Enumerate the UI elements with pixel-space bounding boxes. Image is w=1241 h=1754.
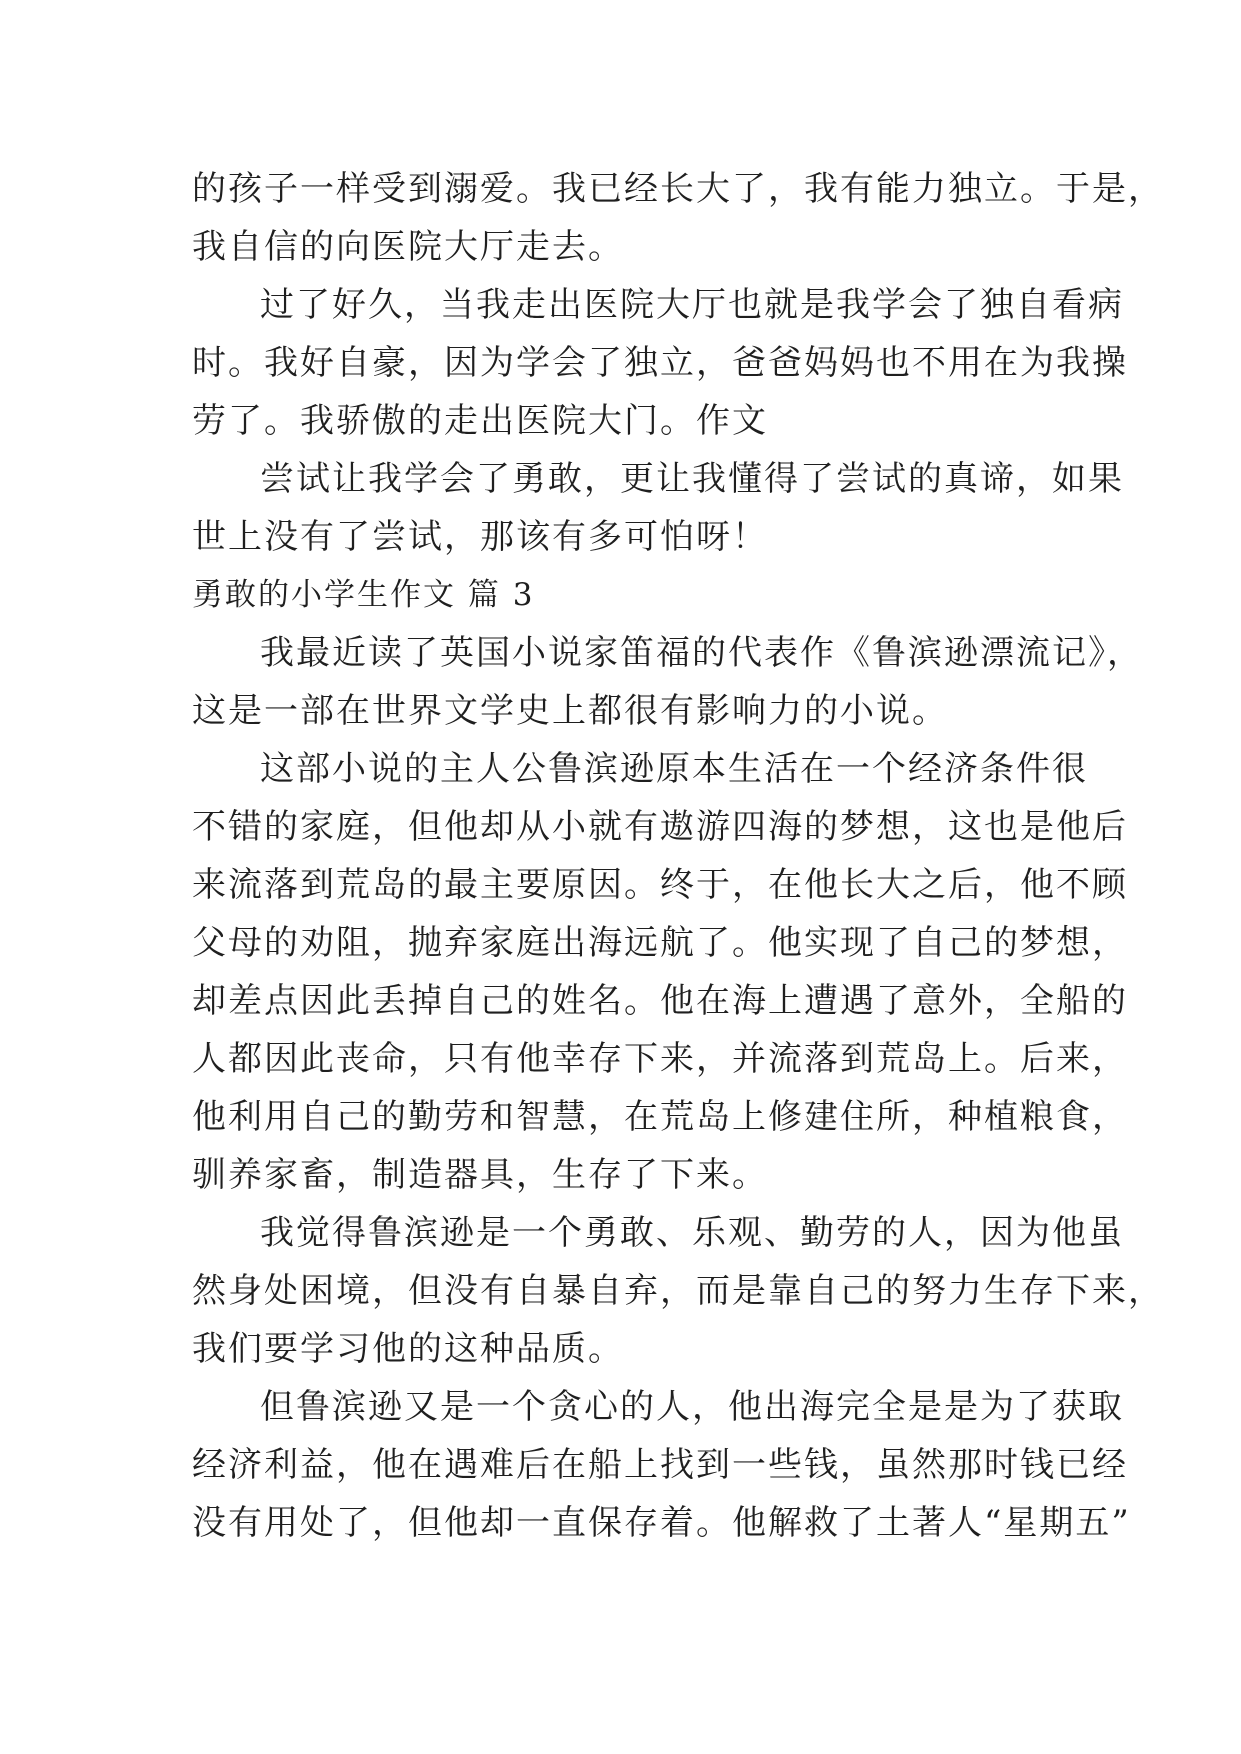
text-line: 却差点因此丢掉自己的姓名。他在海上遭遇了意外，全船的 [192, 981, 1128, 1021]
section-heading: 勇敢的小学生作文 篇 3 [192, 577, 535, 613]
text-line: 我最近读了英国小说家笛福的代表作《鲁滨逊漂流记》， [260, 633, 1143, 673]
paragraph [192, 276, 1128, 450]
text-line: 我自信的向医院大厅走去。 [192, 227, 624, 267]
text-line: 他利用自己的勤劳和智慧，在荒岛上修建住所，种植粮食， [192, 1097, 1128, 1137]
text-line: 我觉得鲁滨逊是一个勇敢、乐观、勤劳的人，因为他虽 [260, 1213, 1124, 1253]
text-line: 劳了。我骄傲的走出医院大门。作文 [192, 401, 768, 441]
text-line: 过了好久，当我走出医院大厅也就是我学会了独自看病 [260, 285, 1124, 325]
text-line: 驯养家畜，制造器具，生存了下来。 [192, 1155, 768, 1195]
text-line: 父母的劝阻，抛弃家庭出海远航了。他实现了自己的梦想， [192, 923, 1128, 963]
text-line: 时。我好自豪，因为学会了独立，爸爸妈妈也不用在为我操 [192, 343, 1128, 383]
text-line: 不错的家庭，但他却从小就有遨游四海的梦想，这也是他后 [192, 807, 1128, 847]
paragraph [192, 1204, 1164, 1378]
document-body [192, 160, 1164, 1552]
text-line: 但鲁滨逊又是一个贪心的人，他出海完全是是为了获取 [260, 1387, 1124, 1427]
text-line: 的孩子一样受到溺爱。我已经长大了，我有能力独立。于是， [192, 169, 1164, 209]
text-line: 经济利益，他在遇难后在船上找到一些钱，虽然那时钱已经 [192, 1445, 1128, 1485]
paragraph [192, 450, 1124, 566]
text-line: 人都因此丧命，只有他幸存下来，并流落到荒岛上。后来， [192, 1039, 1128, 1079]
text-line: 这是一部在世界文学史上都很有影响力的小说。 [192, 691, 948, 731]
text-line: 来流落到荒岛的最主要原因。终于，在他长大之后，他不顾 [192, 865, 1128, 905]
paragraph [192, 1378, 1131, 1552]
paragraph [192, 624, 1143, 740]
text-line: 世上没有了尝试，那该有多可怕呀！ [192, 517, 768, 557]
paragraph [192, 740, 1128, 1204]
paragraph [192, 160, 1164, 276]
text-line: 尝试让我学会了勇敢，更让我懂得了尝试的真谛，如果 [260, 459, 1124, 499]
text-line: 这部小说的主人公鲁滨逊原本生活在一个经济条件很 [260, 749, 1088, 789]
text-line: 没有用处了，但他却一直保存着。他解救了土著人“星期五” [192, 1503, 1131, 1543]
text-line: 然身处困境，但没有自暴自弃，而是靠自己的努力生存下来， [192, 1271, 1164, 1311]
text-line: 我们要学习他的这种品质。 [192, 1329, 624, 1369]
